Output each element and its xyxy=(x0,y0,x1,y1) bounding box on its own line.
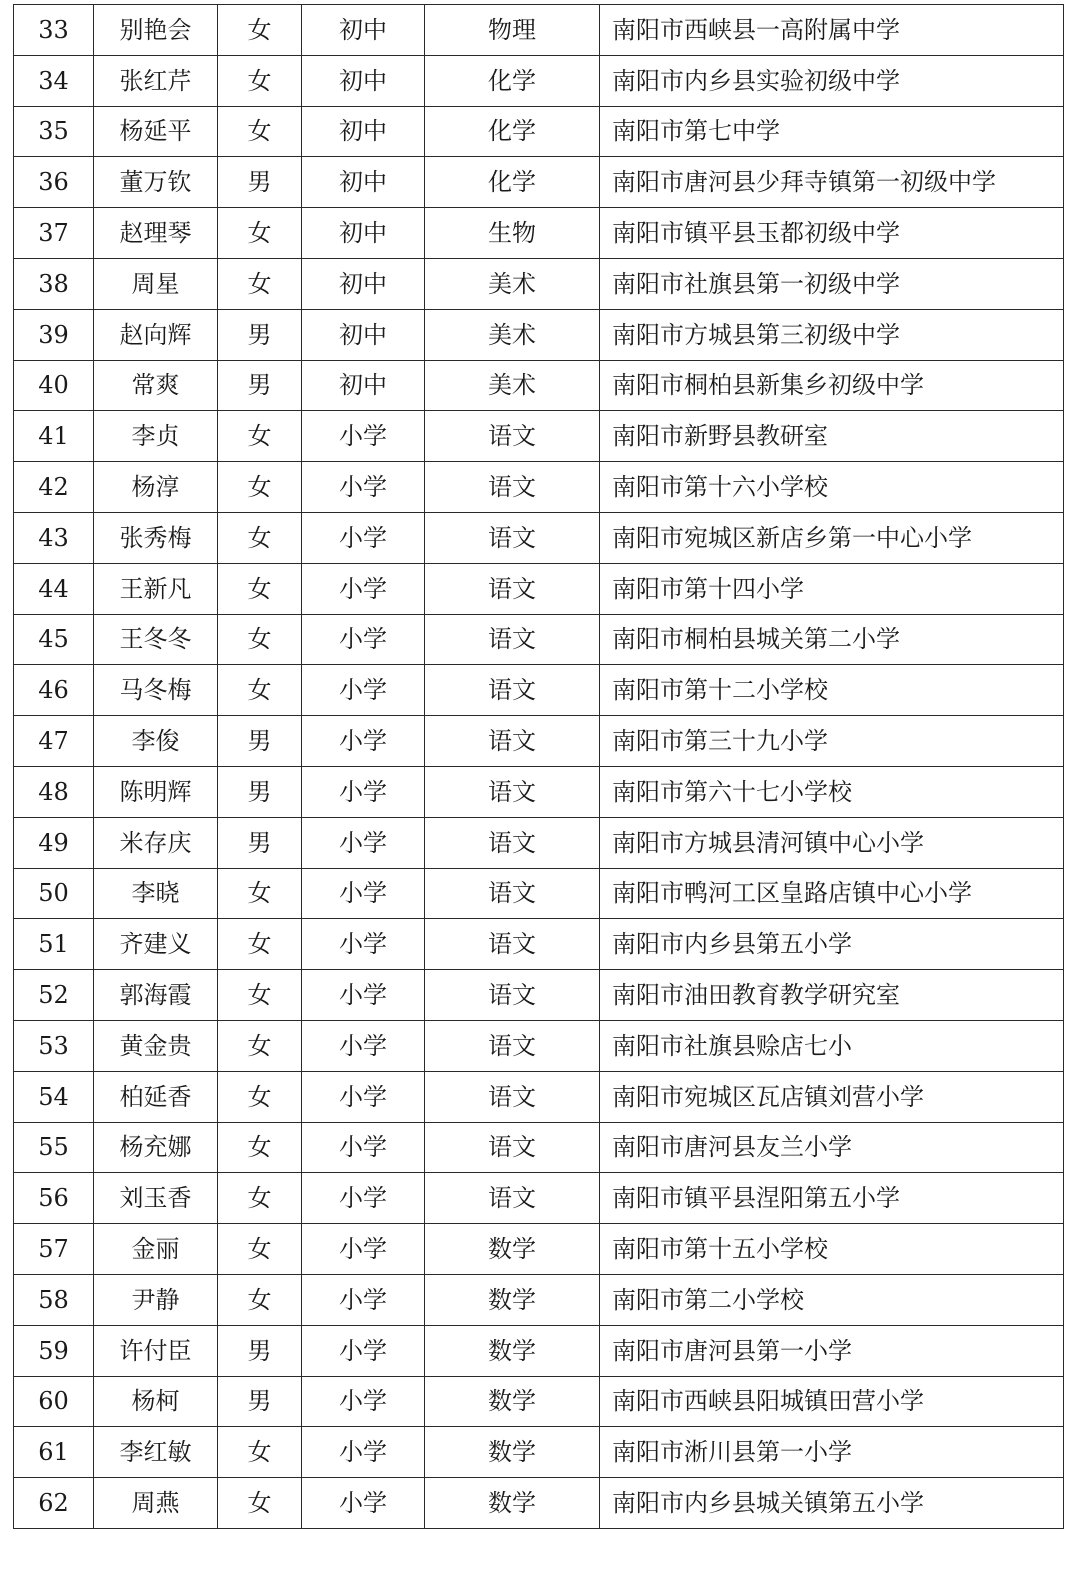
cell-subject: 语文 xyxy=(425,970,600,1021)
cell-school-level: 小学 xyxy=(302,1427,425,1478)
cell-school: 南阳市西峡县一高附属中学 xyxy=(600,5,1064,56)
cell-gender: 女 xyxy=(218,1122,302,1173)
cell-name: 柏延香 xyxy=(94,1071,218,1122)
cell-name: 李贞 xyxy=(94,411,218,462)
cell-gender: 男 xyxy=(218,157,302,208)
cell-subject: 语文 xyxy=(425,716,600,767)
cell-number: 60 xyxy=(14,1376,94,1427)
cell-subject: 语文 xyxy=(425,817,600,868)
table-row xyxy=(14,360,1064,411)
cell-gender: 男 xyxy=(218,716,302,767)
cell-school: 南阳市镇平县涅阳第五小学 xyxy=(600,1173,1064,1224)
cell-school-level: 小学 xyxy=(302,868,425,919)
cell-number: 39 xyxy=(14,309,94,360)
cell-name: 陈明辉 xyxy=(94,766,218,817)
cell-school: 南阳市桐柏县城关第二小学 xyxy=(600,614,1064,665)
cell-number: 50 xyxy=(14,868,94,919)
cell-subject: 语文 xyxy=(425,1173,600,1224)
cell-number: 52 xyxy=(14,970,94,1021)
cell-subject: 语文 xyxy=(425,462,600,513)
cell-gender: 女 xyxy=(218,1173,302,1224)
cell-gender: 女 xyxy=(218,411,302,462)
cell-school: 南阳市内乡县城关镇第五小学 xyxy=(600,1478,1064,1529)
cell-school: 南阳市宛城区新店乡第一中心小学 xyxy=(600,512,1064,563)
table-row xyxy=(14,512,1064,563)
cell-subject: 数学 xyxy=(425,1224,600,1275)
table-row xyxy=(14,716,1064,767)
table-row xyxy=(14,868,1064,919)
cell-school-level: 小学 xyxy=(302,1122,425,1173)
cell-school: 南阳市第二小学校 xyxy=(600,1274,1064,1325)
cell-gender: 男 xyxy=(218,1376,302,1427)
cell-school-level: 小学 xyxy=(302,1478,425,1529)
cell-number: 51 xyxy=(14,919,94,970)
cell-subject: 数学 xyxy=(425,1325,600,1376)
cell-gender: 男 xyxy=(218,766,302,817)
table-row xyxy=(14,208,1064,259)
cell-subject: 美术 xyxy=(425,258,600,309)
cell-number: 42 xyxy=(14,462,94,513)
cell-gender: 男 xyxy=(218,309,302,360)
cell-school-level: 初中 xyxy=(302,258,425,309)
cell-gender: 女 xyxy=(218,55,302,106)
cell-name: 王新凡 xyxy=(94,563,218,614)
cell-school: 南阳市新野县教研室 xyxy=(600,411,1064,462)
cell-subject: 语文 xyxy=(425,665,600,716)
cell-school-level: 小学 xyxy=(302,817,425,868)
cell-school-level: 初中 xyxy=(302,5,425,56)
cell-name: 杨柯 xyxy=(94,1376,218,1427)
cell-subject: 语文 xyxy=(425,614,600,665)
cell-number: 49 xyxy=(14,817,94,868)
cell-school-level: 小学 xyxy=(302,512,425,563)
cell-name: 刘玉香 xyxy=(94,1173,218,1224)
cell-gender: 女 xyxy=(218,1224,302,1275)
cell-name: 米存庆 xyxy=(94,817,218,868)
table-row xyxy=(14,1224,1064,1275)
cell-gender: 男 xyxy=(218,360,302,411)
cell-school: 南阳市镇平县玉都初级中学 xyxy=(600,208,1064,259)
table-row xyxy=(14,5,1064,56)
cell-number: 38 xyxy=(14,258,94,309)
cell-name: 张红芹 xyxy=(94,55,218,106)
cell-name: 杨延平 xyxy=(94,106,218,157)
cell-school-level: 小学 xyxy=(302,1376,425,1427)
cell-school-level: 小学 xyxy=(302,1274,425,1325)
table-row xyxy=(14,258,1064,309)
table-row xyxy=(14,563,1064,614)
cell-name: 齐建义 xyxy=(94,919,218,970)
cell-name: 杨充娜 xyxy=(94,1122,218,1173)
cell-number: 62 xyxy=(14,1478,94,1529)
cell-number: 37 xyxy=(14,208,94,259)
cell-school: 南阳市第十二小学校 xyxy=(600,665,1064,716)
cell-subject: 语文 xyxy=(425,1071,600,1122)
cell-school-level: 初中 xyxy=(302,208,425,259)
table-row xyxy=(14,1173,1064,1224)
cell-gender: 女 xyxy=(218,258,302,309)
table-row xyxy=(14,106,1064,157)
cell-subject: 数学 xyxy=(425,1427,600,1478)
cell-school-level: 小学 xyxy=(302,1173,425,1224)
cell-number: 55 xyxy=(14,1122,94,1173)
cell-school-level: 初中 xyxy=(302,309,425,360)
cell-school: 南阳市唐河县友兰小学 xyxy=(600,1122,1064,1173)
cell-subject: 语文 xyxy=(425,411,600,462)
cell-subject: 语文 xyxy=(425,766,600,817)
table-row xyxy=(14,55,1064,106)
table-row xyxy=(14,919,1064,970)
cell-school-level: 小学 xyxy=(302,1224,425,1275)
cell-number: 58 xyxy=(14,1274,94,1325)
cell-school: 南阳市西峡县阳城镇田营小学 xyxy=(600,1376,1064,1427)
cell-number: 43 xyxy=(14,512,94,563)
cell-school: 南阳市唐河县少拜寺镇第一初级中学 xyxy=(600,157,1064,208)
cell-school: 南阳市宛城区瓦店镇刘营小学 xyxy=(600,1071,1064,1122)
cell-school: 南阳市第七中学 xyxy=(600,106,1064,157)
table-row xyxy=(14,1325,1064,1376)
cell-school-level: 小学 xyxy=(302,1325,425,1376)
table-row xyxy=(14,1274,1064,1325)
cell-school: 南阳市方城县清河镇中心小学 xyxy=(600,817,1064,868)
cell-subject: 物理 xyxy=(425,5,600,56)
table-row xyxy=(14,1376,1064,1427)
cell-gender: 女 xyxy=(218,665,302,716)
cell-school: 南阳市社旗县赊店七小 xyxy=(600,1020,1064,1071)
cell-school: 南阳市唐河县第一小学 xyxy=(600,1325,1064,1376)
cell-school: 南阳市内乡县实验初级中学 xyxy=(600,55,1064,106)
cell-name: 李俊 xyxy=(94,716,218,767)
cell-number: 59 xyxy=(14,1325,94,1376)
cell-school-level: 小学 xyxy=(302,1071,425,1122)
cell-gender: 女 xyxy=(218,970,302,1021)
roster-table xyxy=(13,4,1064,1529)
cell-name: 李晓 xyxy=(94,868,218,919)
cell-number: 61 xyxy=(14,1427,94,1478)
table-row xyxy=(14,462,1064,513)
cell-name: 李红敏 xyxy=(94,1427,218,1478)
cell-name: 王冬冬 xyxy=(94,614,218,665)
cell-number: 47 xyxy=(14,716,94,767)
cell-subject: 美术 xyxy=(425,309,600,360)
cell-gender: 男 xyxy=(218,817,302,868)
cell-school: 南阳市第十四小学 xyxy=(600,563,1064,614)
cell-subject: 化学 xyxy=(425,55,600,106)
cell-school: 南阳市桐柏县新集乡初级中学 xyxy=(600,360,1064,411)
cell-subject: 数学 xyxy=(425,1274,600,1325)
table-row xyxy=(14,1020,1064,1071)
cell-number: 36 xyxy=(14,157,94,208)
cell-school-level: 小学 xyxy=(302,1020,425,1071)
cell-name: 赵理琴 xyxy=(94,208,218,259)
cell-subject: 语文 xyxy=(425,868,600,919)
cell-subject: 语文 xyxy=(425,919,600,970)
cell-school: 南阳市第十六小学校 xyxy=(600,462,1064,513)
table-row xyxy=(14,970,1064,1021)
cell-gender: 女 xyxy=(218,1427,302,1478)
cell-gender: 女 xyxy=(218,919,302,970)
cell-school: 南阳市社旗县第一初级中学 xyxy=(600,258,1064,309)
cell-number: 33 xyxy=(14,5,94,56)
cell-number: 35 xyxy=(14,106,94,157)
table-row xyxy=(14,1071,1064,1122)
table-row xyxy=(14,614,1064,665)
cell-name: 尹静 xyxy=(94,1274,218,1325)
table-row xyxy=(14,665,1064,716)
cell-school: 南阳市第十五小学校 xyxy=(600,1224,1064,1275)
cell-school: 南阳市第三十九小学 xyxy=(600,716,1064,767)
cell-school-level: 小学 xyxy=(302,766,425,817)
cell-school-level: 小学 xyxy=(302,919,425,970)
cell-subject: 语文 xyxy=(425,563,600,614)
table-row xyxy=(14,411,1064,462)
cell-name: 许付臣 xyxy=(94,1325,218,1376)
cell-number: 56 xyxy=(14,1173,94,1224)
table-row xyxy=(14,157,1064,208)
cell-name: 董万钦 xyxy=(94,157,218,208)
cell-subject: 化学 xyxy=(425,106,600,157)
cell-school-level: 初中 xyxy=(302,106,425,157)
cell-name: 郭海霞 xyxy=(94,970,218,1021)
cell-number: 54 xyxy=(14,1071,94,1122)
cell-name: 别艳会 xyxy=(94,5,218,56)
cell-gender: 女 xyxy=(218,868,302,919)
cell-gender: 女 xyxy=(218,1071,302,1122)
cell-subject: 数学 xyxy=(425,1376,600,1427)
table-row xyxy=(14,309,1064,360)
cell-school-level: 小学 xyxy=(302,411,425,462)
cell-number: 40 xyxy=(14,360,94,411)
cell-subject: 语文 xyxy=(425,512,600,563)
cell-gender: 女 xyxy=(218,614,302,665)
cell-gender: 女 xyxy=(218,462,302,513)
cell-school-level: 初中 xyxy=(302,55,425,106)
cell-school-level: 小学 xyxy=(302,970,425,1021)
cell-gender: 女 xyxy=(218,5,302,56)
roster-table-body xyxy=(14,5,1064,1529)
table-row xyxy=(14,766,1064,817)
cell-number: 46 xyxy=(14,665,94,716)
table-row xyxy=(14,817,1064,868)
cell-gender: 女 xyxy=(218,106,302,157)
cell-number: 53 xyxy=(14,1020,94,1071)
cell-gender: 男 xyxy=(218,1325,302,1376)
cell-gender: 女 xyxy=(218,512,302,563)
cell-subject: 化学 xyxy=(425,157,600,208)
cell-number: 45 xyxy=(14,614,94,665)
cell-name: 周燕 xyxy=(94,1478,218,1529)
cell-name: 张秀梅 xyxy=(94,512,218,563)
cell-number: 34 xyxy=(14,55,94,106)
cell-school-level: 小学 xyxy=(302,462,425,513)
table-row xyxy=(14,1478,1064,1529)
cell-school: 南阳市方城县第三初级中学 xyxy=(600,309,1064,360)
cell-name: 杨淳 xyxy=(94,462,218,513)
cell-gender: 女 xyxy=(218,1020,302,1071)
cell-number: 57 xyxy=(14,1224,94,1275)
cell-school-level: 小学 xyxy=(302,716,425,767)
cell-school-level: 小学 xyxy=(302,614,425,665)
cell-school-level: 初中 xyxy=(302,360,425,411)
cell-number: 48 xyxy=(14,766,94,817)
cell-name: 赵向辉 xyxy=(94,309,218,360)
cell-school: 南阳市淅川县第一小学 xyxy=(600,1427,1064,1478)
cell-name: 马冬梅 xyxy=(94,665,218,716)
cell-school-level: 初中 xyxy=(302,157,425,208)
table-row xyxy=(14,1427,1064,1478)
cell-school: 南阳市油田教育教学研究室 xyxy=(600,970,1064,1021)
table-row xyxy=(14,1122,1064,1173)
cell-school: 南阳市鸭河工区皇路店镇中心小学 xyxy=(600,868,1064,919)
cell-gender: 女 xyxy=(218,1478,302,1529)
cell-subject: 语文 xyxy=(425,1020,600,1071)
cell-gender: 女 xyxy=(218,1274,302,1325)
cell-number: 41 xyxy=(14,411,94,462)
cell-gender: 女 xyxy=(218,563,302,614)
cell-gender: 女 xyxy=(218,208,302,259)
cell-subject: 生物 xyxy=(425,208,600,259)
cell-name: 黄金贵 xyxy=(94,1020,218,1071)
cell-name: 周星 xyxy=(94,258,218,309)
cell-school-level: 小学 xyxy=(302,563,425,614)
cell-subject: 数学 xyxy=(425,1478,600,1529)
cell-name: 常爽 xyxy=(94,360,218,411)
cell-subject: 美术 xyxy=(425,360,600,411)
cell-number: 44 xyxy=(14,563,94,614)
cell-name: 金丽 xyxy=(94,1224,218,1275)
cell-school-level: 小学 xyxy=(302,665,425,716)
cell-subject: 语文 xyxy=(425,1122,600,1173)
cell-school: 南阳市内乡县第五小学 xyxy=(600,919,1064,970)
cell-school: 南阳市第六十七小学校 xyxy=(600,766,1064,817)
